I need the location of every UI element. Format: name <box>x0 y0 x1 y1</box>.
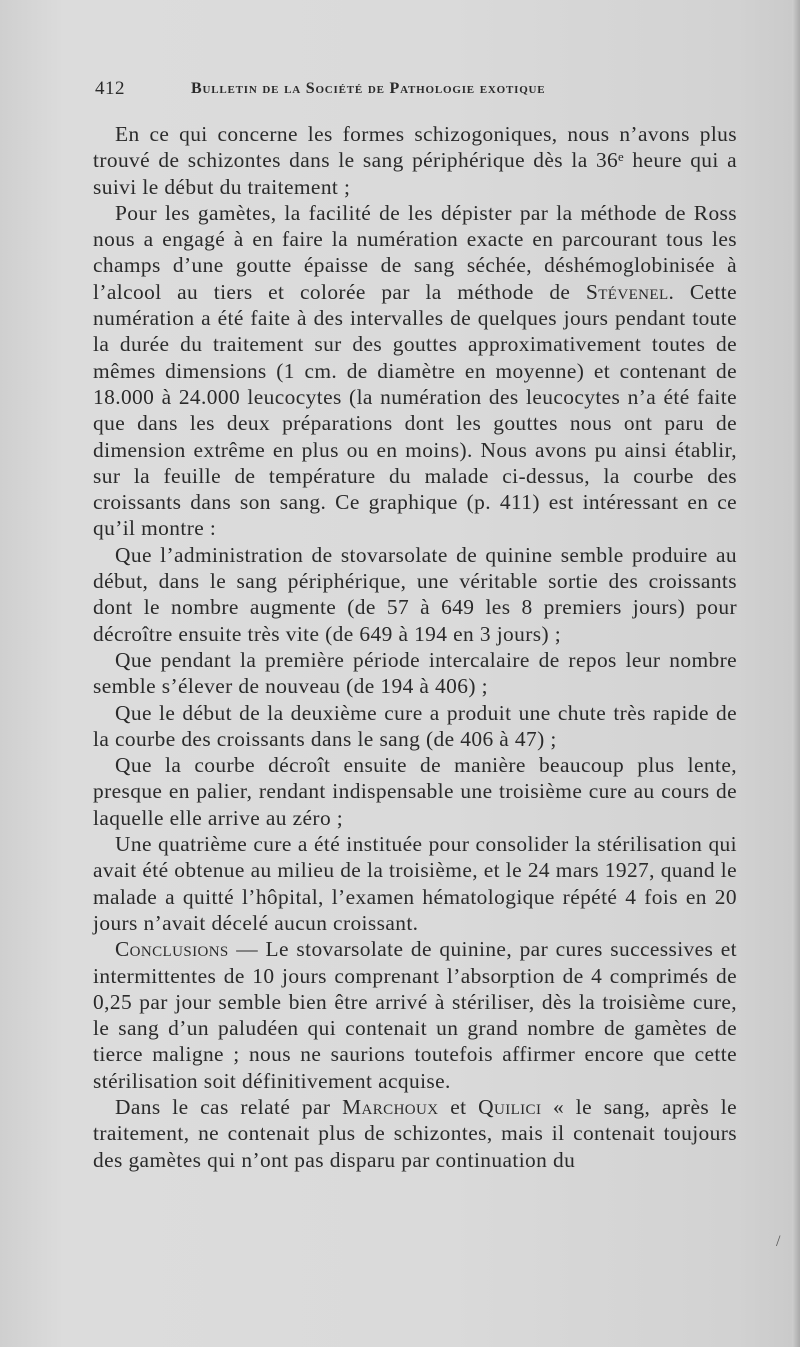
paragraph-text: Dans le cas relaté par <box>115 1094 343 1119</box>
paragraph-fourth-observation <box>93 752 737 831</box>
paragraph-text: Que le début de la deuxième cure a produit une chute très rapide de la courbe des croissants dans le sang (de 406 à 47) ; <box>93 700 737 751</box>
author-name: Marchoux <box>342 1094 439 1119</box>
paragraph-second-observation <box>93 647 737 700</box>
running-title: Bulletin de la Société de Pathologie exotique <box>191 80 546 97</box>
page-number: 412 <box>95 78 125 99</box>
paragraph-text: « le sang, après le traitement, ne contenait plus de schizontes, mais il contenait toujours des gamètes qui n’ont pas disparu par continuation du <box>93 1094 737 1172</box>
paragraph-text: En ce qui concerne les formes schizogoniques, nous n’avons plus trouvé de schizontes dans le sang périphérique dès la 36ᵉ heure qui a suivi le début du traitement ; <box>93 122 737 199</box>
paragraph-marchoux-quilici <box>93 1094 737 1173</box>
author-name: Stévenel <box>585 279 669 304</box>
page-header <box>95 78 735 102</box>
paragraph-text: — Le stovarsolate de quinine, par cures successives et intermittentes de 10 jours comprenant l’absorption de 4 comprimés de 0,25 par jour semble bien être arrivé à stériliser, dès la troisième cure, le sang d’un paludéen qui contenait un grand nombre de gamètes de tierce maligne ; nous ne saurions toutefois affirmer encore que cette stérilisation soit définitivement acquise. <box>93 937 737 1093</box>
paragraph-conclusions <box>93 936 737 1094</box>
section-lead-conclusions: Conclusions <box>115 937 229 962</box>
paragraph-text: . Cette numération a été faite à des intervalles de quelques jours pendant toute la durée du traitement sur des gouttes approximativement toutes de mêmes dimensions (1 cm. de diamètre en moyenne) et contenant de 18.000 à 24.000 leucocytes (la numération des leucocytes n’a été faite que dans les deux préparations dont les gouttes nous ont paru de dimension extrême en plus ou en moins). Nous avons pu ainsi établir, sur la feuille de température du malade ci-dessus, la courbe des croissants dans son sang. Ce graphique (p. 411) est intéressant en ce qu’il montre : <box>93 279 738 541</box>
paragraph-schizogonic-forms <box>93 121 737 200</box>
paragraph-text: Que la courbe décroît ensuite de manière beaucoup plus lente, presque en palier, rendant indispensable une troisième cure au cours de laquelle elle arrive au zéro ; <box>93 753 737 830</box>
margin-pencil-mark: / <box>776 1233 781 1250</box>
paragraph-text: Que pendant la première période intercalaire de repos leur nombre semble s’élever de nouveau (de 194 à 406) ; <box>93 647 737 699</box>
author-name: Quilici <box>478 1094 542 1119</box>
paragraph-third-observation <box>93 700 737 753</box>
paragraph-text: Pour les gamètes, la facilité de les dépister par la méthode de Ross nous a engagé à en faire la numération exacte en parcourant tous les champs d’une goutte épaisse de sang séchée, déshémoglobinisée à l’alcool au tiers et colorée par la méthode de <box>93 200 737 304</box>
page-edge-shadow <box>792 0 800 1347</box>
paragraph-text: et <box>438 1094 479 1119</box>
paragraph-gametes-count <box>93 200 737 542</box>
paragraph-text: Que l’administration de stovarsolate de quinine semble produire au début, dans le sang périphérique, une véritable sortie des croissants dont le nombre augmente (de 57 à 649 les 8 premiers jours) pour décroître ensuite très vite (de 649 à 194 en 3 jours) ; <box>93 542 737 646</box>
body-text <box>93 121 737 1173</box>
paragraph-fourth-cure <box>93 831 737 936</box>
paragraph-first-observation <box>93 542 737 647</box>
paragraph-text: Une quatrième cure a été instituée pour consolider la stérilisation qui avait été obtenue au milieu de la troisième, et le 24 mars 1927, quand le malade a quitté l’hôpital, l’examen hématologique répété 4 fois en 20 jours n’avait décelé aucun croissant. <box>93 832 737 935</box>
